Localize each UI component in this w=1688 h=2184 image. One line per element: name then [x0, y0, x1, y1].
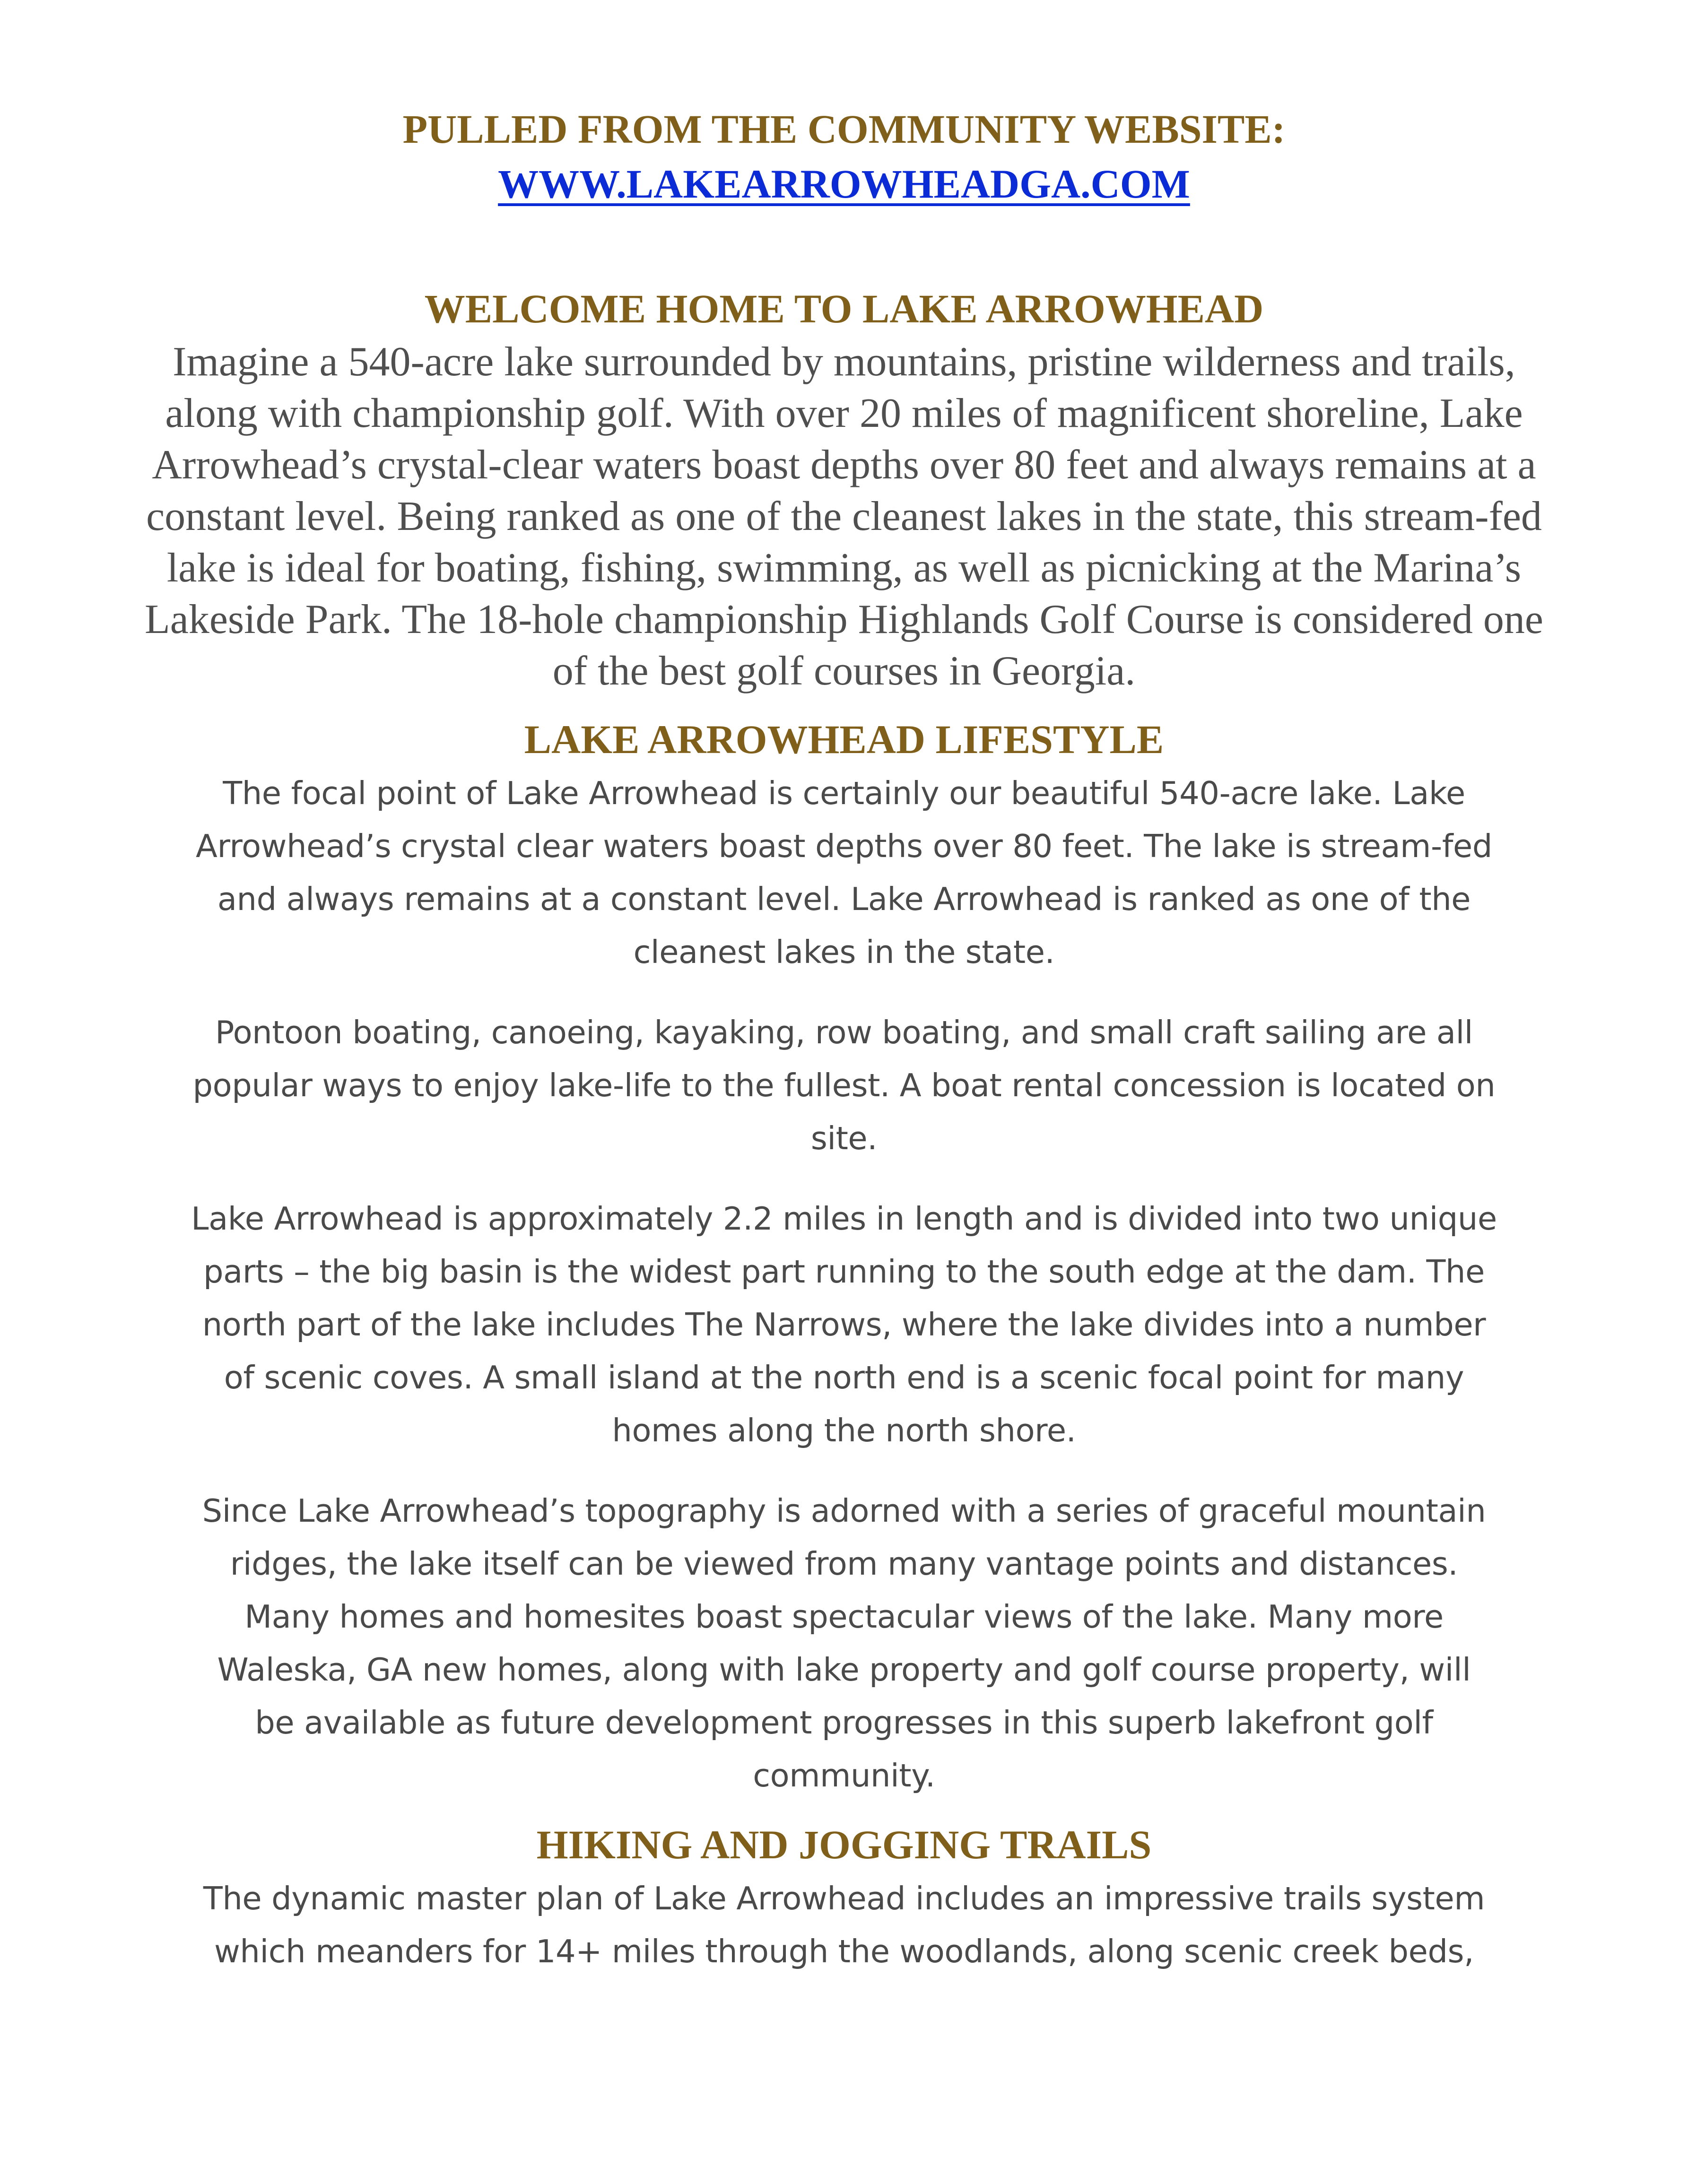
- spacer: [95, 697, 1593, 712]
- welcome-paragraph: [95, 336, 1593, 697]
- welcome-line: along with championship golf. With over 20 miles of magnificent shoreline, Lake: [165, 390, 1523, 436]
- welcome-line: Lakeside Park. The 18-hole championship Highlands Golf Course is considered one: [145, 597, 1543, 642]
- lifestyle-paragraph-1: [95, 767, 1593, 979]
- lifestyle-line: Pontoon boating, canoeing, kayaking, row boating, and small craft sailing are all: [215, 1014, 1473, 1051]
- lifestyle-line: and always remains at a constant level. Lake Arrowhead is ranked as one of the: [217, 881, 1471, 918]
- lifestyle-line: north part of the lake includes The Narrows, where the lake divides into a number: [202, 1306, 1486, 1343]
- welcome-heading: WELCOME HOME TO LAKE ARROWHEAD: [424, 286, 1264, 331]
- spacer: [95, 1165, 1593, 1192]
- trails-line: The dynamic master plan of Lake Arrowhead includes an impressive trails system: [203, 1880, 1485, 1917]
- document-header-title: PULLED FROM THE COMMUNITY WEBSITE:: [402, 106, 1286, 152]
- lifestyle-paragraph-4: [95, 1484, 1593, 1802]
- lifestyle-line: popular ways to enjoy lake-life to the fullest. A boat rental concession is located on: [192, 1067, 1496, 1104]
- lifestyle-heading: LAKE ARROWHEAD LIFESTYLE: [524, 717, 1164, 762]
- spacer: [95, 1802, 1593, 1817]
- lifestyle-line: be available as future development progresses in this superb lakefront golf: [255, 1704, 1433, 1741]
- lifestyle-line: ridges, the lake itself can be viewed from many vantage points and distances.: [230, 1545, 1458, 1582]
- lifestyle-line: parts – the big basin is the widest part running to the south edge at the dam. The: [203, 1253, 1485, 1290]
- spacer: [95, 1457, 1593, 1484]
- welcome-line: constant level. Being ranked as one of the cleanest lakes in the state, this stream-fed: [146, 494, 1542, 539]
- document-content: [95, 102, 1593, 1978]
- lifestyle-line: Since Lake Arrowhead’s topography is adorned with a series of graceful mountain: [202, 1492, 1486, 1529]
- welcome-line: Arrowhead’s crystal-clear waters boast depths over 80 feet and always remains at a: [152, 442, 1536, 488]
- website-link-row: [95, 156, 1593, 211]
- lifestyle-paragraph-3: [95, 1192, 1593, 1457]
- lifestyle-line: homes along the north shore.: [612, 1412, 1076, 1449]
- lifestyle-line: of scenic coves. A small island at the north end is a scenic focal point for many: [224, 1359, 1464, 1396]
- lifestyle-line: cleanest lakes in the state.: [633, 934, 1055, 971]
- lifestyle-line: Arrowhead’s crystal clear waters boast depths over 80 feet. The lake is stream-fed: [196, 828, 1492, 865]
- spacer: [95, 979, 1593, 1006]
- welcome-line: of the best golf courses in Georgia.: [552, 648, 1136, 694]
- lifestyle-line: site.: [810, 1120, 878, 1157]
- trails-heading: HIKING AND JOGGING TRAILS: [536, 1822, 1152, 1867]
- trails-paragraph: [95, 1872, 1593, 1978]
- spacer: [95, 211, 1593, 281]
- welcome-line: Imagine a 540-acre lake surrounded by mountains, pristine wilderness and trails,: [173, 339, 1515, 385]
- lifestyle-line: The focal point of Lake Arrowhead is certainly our beautiful 540-acre lake. Lake: [223, 775, 1465, 812]
- welcome-line: lake is ideal for boating, fishing, swimming, as well as picnicking at the Marina’s: [166, 545, 1522, 591]
- lifestyle-line: Many homes and homesites boast spectacular views of the lake. Many more: [244, 1598, 1444, 1635]
- community-website-link[interactable]: WWW.LAKEARROWHEADGA.COM: [498, 161, 1190, 207]
- trails-line: which meanders for 14+ miles through the woodlands, along scenic creek beds,: [214, 1933, 1474, 1970]
- lifestyle-line: community.: [753, 1757, 935, 1794]
- lifestyle-line: Waleska, GA new homes, along with lake property and golf course property, will: [217, 1651, 1471, 1688]
- lifestyle-line: Lake Arrowhead is approximately 2.2 miles in length and is divided into two unique: [191, 1200, 1497, 1237]
- lifestyle-paragraph-2: [95, 1006, 1593, 1165]
